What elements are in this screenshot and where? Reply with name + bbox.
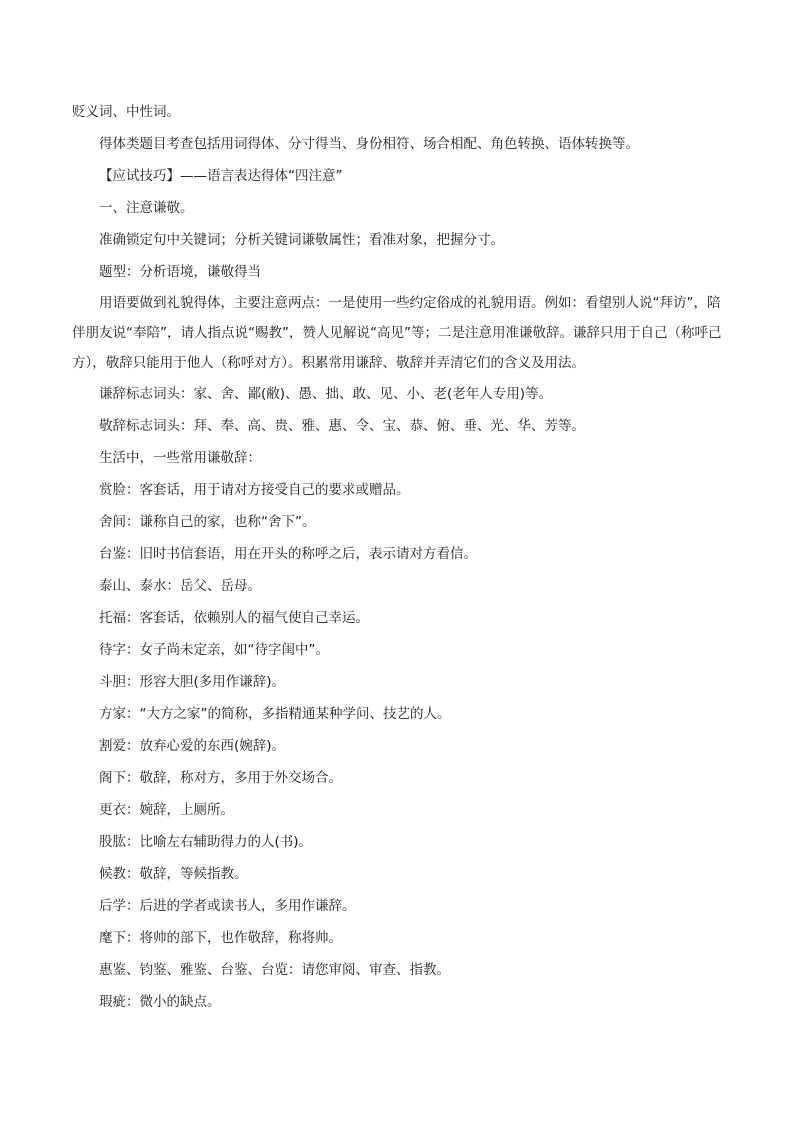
term-entry: 股肱：比喻左右辅助得力的人(书)。 bbox=[99, 834, 313, 850]
term-entry: 斗胆：形容大胆(多用作谦辞)。 bbox=[99, 674, 286, 690]
term-entry: 惠鉴、钧鉴、雅鉴、台鉴、台览：请您审阅、审查、指教。 bbox=[99, 962, 450, 978]
paragraph: 题型：分析语境，谦敬得当 bbox=[99, 264, 261, 280]
term-entry: 托福：客套话，依赖别人的福气使自己幸运。 bbox=[99, 610, 369, 626]
term-entry: 候教：敬辞，等候指教。 bbox=[99, 866, 248, 882]
term-entry: 阁下：敬辞，称对方，多用于外交场合。 bbox=[99, 770, 342, 786]
paragraph: 用语要做到礼貌得体，主要注意两点：一是使用一些约定俗成的礼貌用语。例如：看望别人说“拜访”，陪伴朋友说“奉陪”，请人指点说“赐教”，赞人见解说“高见”等；二是注意用准谦敬辞。谦辞只用于自己（称呼己方），敬辞只能用于他人（称呼对方）。积累常用谦辞、敬辞并弄清它们的含义及用法。 bbox=[72, 295, 722, 371]
paragraph: 生活中，一些常用谦敬辞： bbox=[99, 450, 261, 466]
term-entry: 麾下：将帅的部下，也作敬辞，称将帅。 bbox=[99, 930, 342, 946]
term-entry: 泰山、泰水：岳父、岳母。 bbox=[99, 578, 261, 594]
term-entry: 舍间：谦称自己的家，也称“舍下”。 bbox=[99, 514, 316, 530]
term-entry: 待字：女子尚未定亲，如“待字闺中”。 bbox=[99, 642, 329, 658]
paragraph: 贬义词、中性词。 bbox=[72, 104, 180, 120]
paragraph: 谦辞标志词头：家、舍、鄙(敝)、愚、拙、敢、见、小、老(老年人专用)等。 bbox=[99, 386, 553, 402]
section-heading: 【应试技巧】——语言表达得体“四注意” bbox=[99, 168, 343, 184]
term-entry: 瑕疵：微小的缺点。 bbox=[99, 994, 221, 1010]
paragraph: 准确锁定句中关键词；分析关键词谦敬属性；看准对象，把握分寸。 bbox=[99, 232, 504, 248]
term-entry: 后学：后进的学者或读书人，多用作谦辞。 bbox=[99, 898, 356, 914]
term-entry: 更衣：婉辞，上厕所。 bbox=[99, 802, 234, 818]
term-entry: 台鉴：旧时书信套语，用在开头的称呼之后，表示请对方看信。 bbox=[99, 546, 477, 562]
paragraph: 得体类题目考查包括用词得体、分寸得当、身份相符、场合相配、角色转换、语体转换等。 bbox=[99, 136, 639, 152]
subsection-heading: 一、注意谦敬。 bbox=[99, 200, 194, 216]
term-entry: 赏脸：客套话，用于请对方接受自己的要求或赠品。 bbox=[99, 482, 410, 498]
term-entry: 方家：“大方之家”的简称，多指精通某种学问、技艺的人。 bbox=[99, 706, 451, 722]
document-body bbox=[72, 96, 732, 1018]
term-entry: 割爱：放弃心爱的东西(婉辞)。 bbox=[99, 738, 286, 754]
paragraph: 敬辞标志词头：拜、奉、高、贵、雅、惠、令、宝、恭、俯、垂、光、华、芳等。 bbox=[99, 418, 585, 434]
